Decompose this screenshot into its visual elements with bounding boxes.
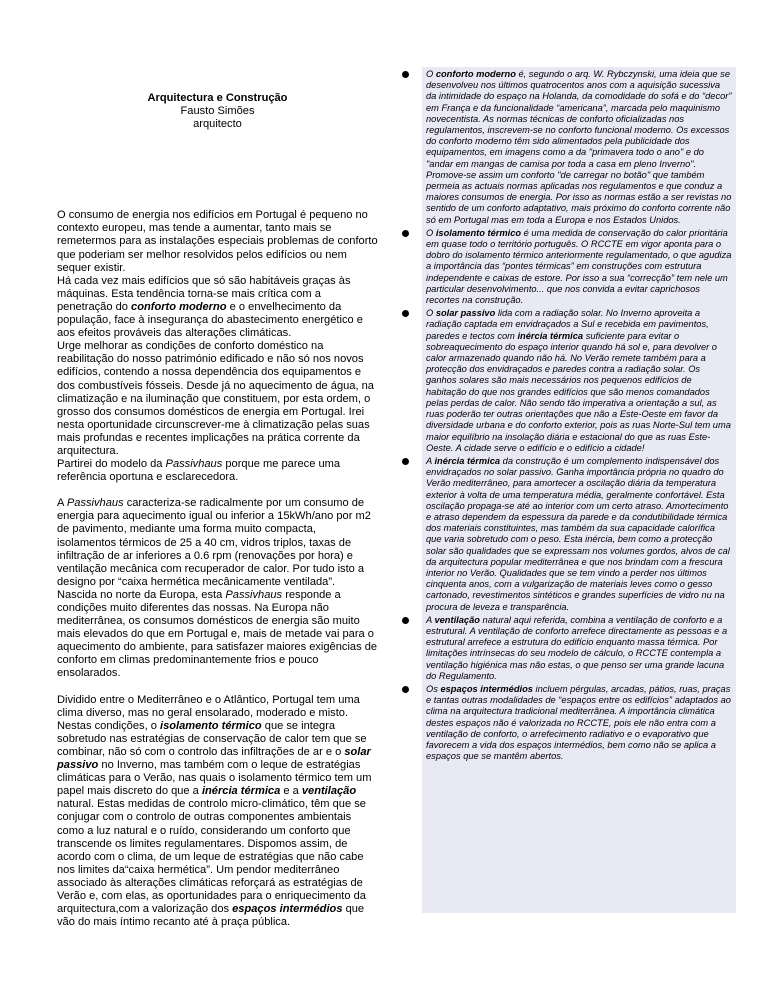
paragraph-5-text: A	[57, 497, 67, 510]
note-text: A	[426, 455, 435, 466]
paragraph-6-text-end: responde a condições muito diferentes das nossas. Na Europa não mediterrânea, os consumos domésticos de energia são muito mais elevados do que em Portugal e, mais de metade vai para o aquecimento do ambiente, para satisfazer maiores exigências de conforto em climas predominantemente frios e pouco ensolarados.	[57, 588, 378, 680]
paragraph-2-text: Há cada vez mais edifícios que só são habitáveis graças às máquinas. Esta tendência torna-se mais crítica com a penetração do	[57, 274, 351, 313]
paragraph-4-text: Partirei do modelo da	[57, 458, 166, 471]
bullet-icon	[402, 71, 409, 78]
sidebar-notes	[422, 67, 736, 913]
emphasis-solar-passivo: solar passivo	[57, 745, 371, 772]
note-text: é uma medida de conservação do calor prioritária em quase todo o território português. O RCCTE em vigor aponta para o dobro do isolamento térmico anteriormente regulamentado, o que agudiza a importância das “pontes térmicas” em construções com estrutura independente e caixas de estore. Por isso a sua “correcção” tem nele um particular desenvolvimento... que nos convida a evitar caprichosos recortes na construção.	[426, 227, 732, 306]
paragraph-7-text: e a	[280, 785, 302, 798]
emphasis-ventilacao: ventilação	[301, 785, 357, 798]
paragraph-4-text-end: porque me parece uma referência oportuna e esclarecedora.	[57, 458, 341, 484]
bullet-icon	[402, 458, 409, 465]
paragraph-7-text: que se integra sobretudo nas estratégias de conservação de calor tem que se combinar, não só com o controlo das infiltrações de ar e o	[57, 719, 367, 758]
paragraph-7-text: natural. Estas medidas de controlo micro-climático, têm que se conjugar com o controlo de outras componentes ambientais como a luz natural e o ruído, considerando um conforto que transcende os limites regulamentares. Dispomos assim, de acordo com o clima, de um leque de estratégias que não cabe nos limites da“caixa hermética”. Um pendor mediterrâneo associado às alterações climáticas reforçará as estratégias de Verão e, com elas, as oportunidades para o enriquecimento da arquitectura,com a valorização dos	[57, 798, 366, 916]
emphasis-conforto-moderno: conforto moderno	[131, 300, 227, 313]
note-text: Os	[426, 683, 441, 694]
note-term: isolamento térmico	[435, 227, 522, 238]
paragraph-1: O consumo de energia nos edifícios em Portugal é pequeno no contexto europeu, mas tende a aumentar, tanto mais se remetermos para as instalações especiais problemas de conforto que poderiam ser melhor resolvidos pelos edifícios ou nem sequer existir.	[57, 209, 378, 274]
note-text: é, segundo o arq. W. Rybczynski, uma ideia que se desenvolveu nos últimos quatrocentos anos com a aquisição sucessiva da intimidade do espaço na Holanda, da comodidade do sofá e do “decor” em França e da funcionalidade “americana”, marcada pelo maquinismo novecentista. As normas técnicas de conforto oficializadas nos regulamentos, inscrevem-se no conforto funcional moderno. Os excessos do conforto moderno têm sido alimentados pela publicidade dos equipamentos, em imagens como a da "primavera todo o ano" e do "andar em mangas de camisa por toda a casa em pleno Inverno". Promove-se assim um conforto "de carregar no botão" que também permeia as actuais normas aplicadas nos regulamentos e que conduz a maiores consumos de energia. Por isso as normas estão a ser revistas no sentido de um conforto adaptativo, mais próximo do conforto corrente não só em Portugal mas em toda a Europa e nos Estados Unidos.	[426, 69, 732, 225]
paragraph-6-text: Nascida no norte da Europa, esta	[57, 588, 226, 601]
article-header	[57, 92, 378, 131]
emphasis-inercia-termica: inércia térmica	[201, 785, 281, 798]
note-text: lida com a radiação solar. No Inverno aproveita a radiação captada em envidraçados a Sul e recebida em pavimentos, paredes e tectos com	[426, 308, 709, 341]
note-ventilacao	[422, 613, 736, 682]
paragraph-5	[57, 497, 378, 589]
paragraph-4	[57, 458, 378, 484]
bullet-icon	[402, 310, 409, 317]
note-term: solar passivo	[435, 308, 496, 319]
paragraph-2-text-end: e o envelhecimento da população, face à insegurança do abastecimento energético e aos efeitos prováveis das alterações climáticas.	[57, 300, 363, 340]
author-name: Fausto Simões	[180, 105, 255, 118]
main-column	[57, 92, 378, 929]
note-text: A	[426, 614, 435, 625]
note-term: inércia térmica	[434, 455, 501, 466]
emphasis-passivhaus: Passivhaus	[225, 588, 283, 601]
paragraph-7-text: Dividido entre o Mediterrâneo e o Atlântico, Portugal tem uma clima diverso, mas no geral ensolarado, moderado e misto. Nestas condições, o	[57, 693, 360, 732]
note-isolamento-termico	[422, 226, 736, 306]
note-text: da construção é um complemento indispensável dos envidraçados no solar passivo. Ganha importância própria no quadro do Verão mediterrâneo, para amortecer a oscilação diária da temperatura exterior à volta de uma temperatura média, geralmente confortável. Esta oscilação propaga-se até ao interior com um certo atraso. Amortecimento e atraso dependem da espessura da parede e da condutibilidade térmica dos materiais constituintes, mas também da sua capacidade calorífica que varia sobretudo com o peso. Esta inércia, bem como a protecção solar são qualidades que se expressam nos volumes gordos, alvos de cal da arquitectura popular mediterrânea e que nos brindam com a frescura interior no Verão. Qualidades que se tem vindo a perder nos últimos cinquenta anos, com a vulgarização de materiais leves como o gesso cartonado, revestimentos sintéticos e grandes superfícies de vidro nu na procura de leveza e transparência.	[426, 455, 730, 612]
paragraph-7	[57, 694, 378, 930]
note-text: natural aqui referida, combina a ventilação de conforto e a estrutural. A ventilação de conforto arrefece directamente as pessoas e a estrutural arrefece a estrutura do edifício enquanto massa térmica. Por limitações intrínsecas do seu modelo de cálculo, o RCCTE contempla a ventilação higiénica mas não estas, o que penso ser uma grande lacuna do Regulamento.	[426, 614, 728, 681]
emphasis-passivhaus: Passivhaus	[66, 497, 124, 510]
note-text: incluem pérgulas, arcadas, pátios, ruas, praças e tantas outras modalidades de “espaços entre os edifícios” adaptados ao clima na arquitectura tradicional mediterrânea. A importância climática destes espaços não é valorizada no RCCTE, pois ele não entra com a ventilação de conforto, o arrefecimento radiativo e o evaporativo que favorecem a vida dos espaços intermédios, bem como não se aplica a espaços que se mantêm abertos.	[426, 683, 731, 762]
bullet-icon	[402, 230, 409, 237]
note-inercia-termica	[422, 454, 736, 613]
bullet-icon	[402, 617, 409, 624]
emphasis-isolamento-termico: isolamento térmico	[159, 719, 262, 732]
note-term: inércia térmica	[517, 330, 584, 341]
paragraph-3: Urge melhorar as condições de conforto doméstico na reabilitação do nosso património edificado e não só nos novos edifícios, contendo a nossa dependência dos equipamentos e dos combustíveis fósseis. Desde já no aquecimento de água, na climatização e na iluminação que constituem, por esta ordem, o grosso dos consumos domésticos de energia em Portugal. Irei nesta oportunidade circunscrever-me à climatização pelas suas mais profundas e recentes implicações na prática corrente da arquitectura.	[57, 340, 374, 457]
note-solar-passivo	[422, 306, 736, 454]
emphasis-espacos-intermedios: espaços intermédios	[232, 903, 343, 916]
note-text: O	[426, 227, 436, 238]
note-conforto-moderno	[422, 67, 736, 226]
note-text: O	[426, 308, 436, 319]
note-term: ventilação	[434, 614, 480, 625]
paragraph-7-text-end: que vão do mais íntimo recanto até à praça pública.	[57, 903, 365, 929]
article-title: Arquitectura e Construção	[147, 92, 288, 104]
paragraph-6	[57, 589, 378, 681]
note-espacos-intermedios	[422, 682, 736, 762]
notes-list	[422, 67, 736, 762]
paragraph-2	[57, 275, 378, 340]
note-text: suficiente para evitar o sobreaquecimento do espaço interior quando há sol e, para devolver o calor armazenado quando não há. No Verão remete também para a protecção dos envidraçados e paredes contra a radiação solar. Os ganhos solares são mais necessários nos pequenos edifícios de habitação do que nos grandes edifícios que são menos comandados pelas perdas de calor. Não sendo tão imperativa a orientação a sul, as ruas poderão ter outras orientações que não a Este-Oeste em favor da diversidade urbana e do conforto exterior, pois as ruas Norte-Sul tem uma maior equilíbrio na insolação diária e estacional do que as ruas Este-Oeste. A cidade serve o edifício e o edifício a cidade!	[426, 330, 731, 453]
paragraph-7-text: no Inverno, mas também com o leque de estratégias climáticas para o Verão, nas quais o isolamento térmico tem um papel mais discreto do que a	[57, 759, 372, 798]
bullet-icon	[402, 686, 409, 693]
emphasis-passivhaus: Passivhaus	[165, 458, 223, 471]
note-term: conforto moderno	[435, 69, 516, 79]
note-term: espaços intermédios	[440, 683, 533, 694]
note-text: O	[426, 69, 436, 79]
paragraph-5-text-end: caracteriza-se radicalmente por um consumo de energia para aquecimento igual ou inferior a 15kWh/ano por m2 de pavimento, mediante uma forma muito compacta, isolamentos térmicos de 25 a 40 cm, vidros triplos, taxas de infiltração de ar inferiores a 0.6 rpm (renovações por hora) e ventilação mecânica com recuperador de calor. Por tudo isto a designo por “caixa hermética mecânicamente ventilada”.	[57, 497, 371, 588]
author-role: arquitecto	[193, 118, 242, 131]
